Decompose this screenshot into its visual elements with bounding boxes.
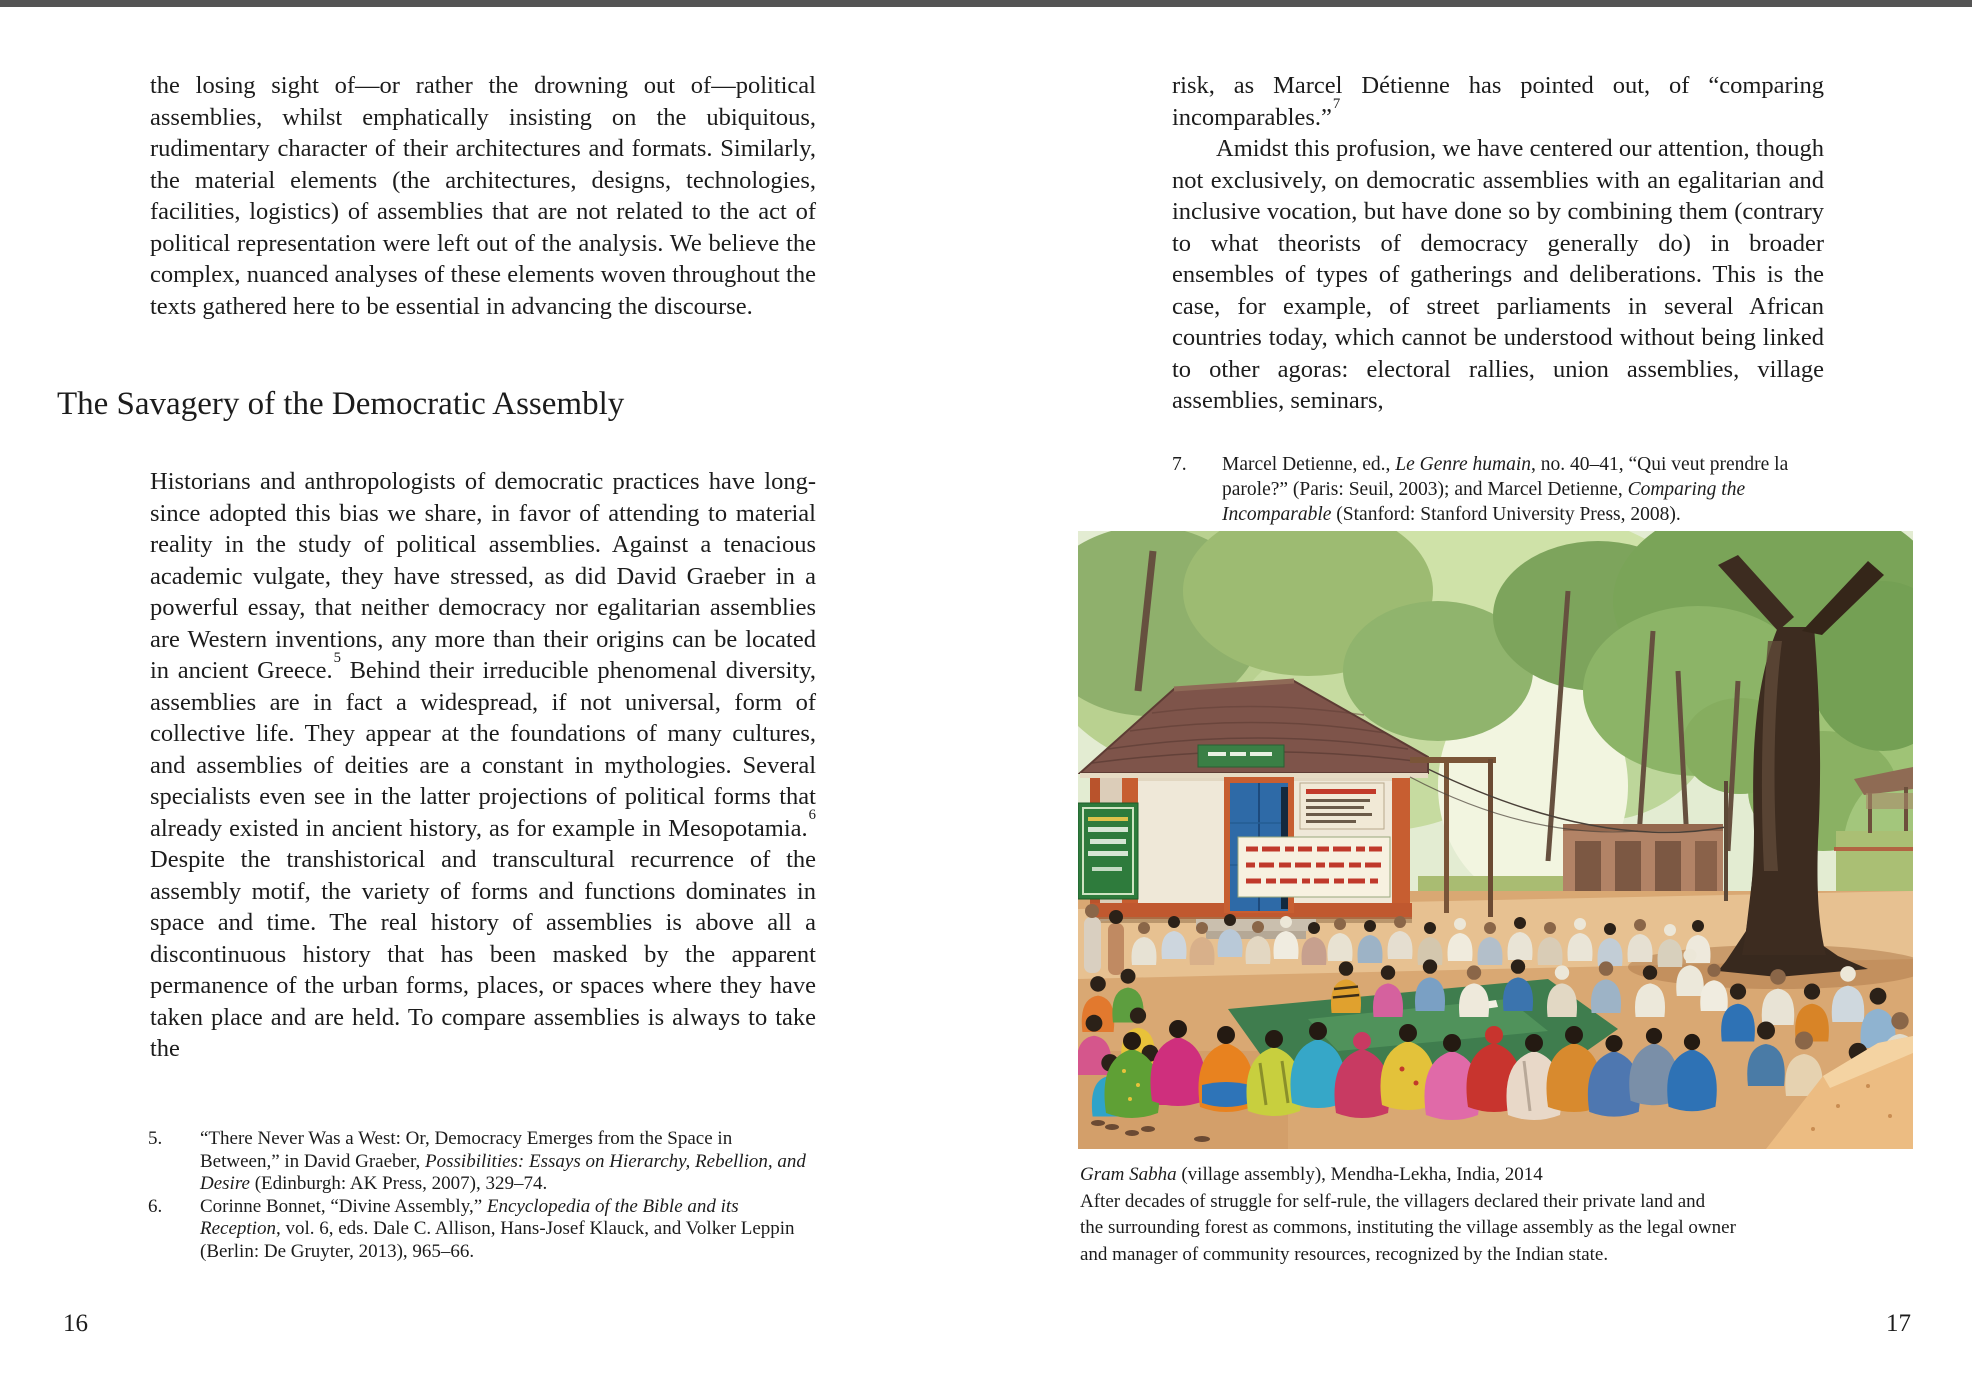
- footnote-number: 5.: [148, 1128, 163, 1149]
- footnote-number: 7.: [1172, 454, 1187, 475]
- slogan-banner: [1238, 837, 1390, 897]
- footnote-number: 6.: [148, 1195, 163, 1217]
- roof-signboard: [1198, 745, 1284, 767]
- section-heading: The Savagery of the Democratic Assembly: [57, 386, 625, 422]
- footnote-text: Marcel Detienne, ed., Le Genre humain, no. 40–41, “Qui veut prendre la parole?” (Paris: Seuil, 2003); and Marcel Detienne, Comparing the Incomparable (Stanford: Stanford University Press, 2008).: [1222, 454, 1789, 525]
- assembly-photo-illustration: [1078, 531, 1913, 1149]
- footnote-text: Corinne Bonnet, “Divine Assembly,” Encyclopedia of the Bible and its Reception, vol. 6, eds. Dale C. Allison, Hans-Josef Klauck, and Volker Leppin (Berlin: De Gruyter, 2013), 965–66.: [200, 1195, 795, 1262]
- footnote-7: [1172, 452, 1822, 527]
- right-footnotes: [1172, 452, 1822, 527]
- left-paragraph-1: the losing sight of—or rather the drowning out of—political assemblies, whilst emphatically insisting on the ubiquitous, rudimentary character of their architectures and formats. Similarly, the material elements (the architectures, designs, technologies, facilities, logistics) of assemblies that are not related to the act of political representation were left out of the analysis. We believe the complex, nuanced analyses of these elements woven throughout the texts gathered here to be essential in advancing the discourse.: [150, 72, 816, 320]
- page-number-right: 17: [1886, 1310, 1911, 1337]
- photo-caption: [1080, 1162, 1780, 1268]
- right-text-column: [1172, 70, 1824, 417]
- right-paragraph-1: risk, as Marcel Détienne has pointed out, of “comparing incomparables.”$^7$: [1172, 72, 1824, 131]
- left-footnotes: [148, 1128, 816, 1264]
- assembly-photo: [1078, 531, 1913, 1149]
- right-paragraph-2: Amidst this profusion, we have centered our attention, though not exclusively, on democratic assemblies with an egalitarian and inclusive vocation, but have done so by combining them (contrary to what theorists of democracy generally do) in broader ensembles of types of gatherings and deliberations. This is the case, for example, of street parliaments in several African countries today, which cannot be understood without being linked to other agoras: electoral rallies, union assemblies, village assemblies, seminars,: [1172, 135, 1824, 414]
- left-paragraph-2: Historians and anthropologists of democratic practices have long-since adopted this bias we share, in favor of attending to material reality in the study of political assemblies. Against a tenacious academic vulgate, they have stressed, as did David Graeber in a powerful essay, that neither democracy nor egalitarian assemblies are Western inventions, any more than their origins can be located in ancient Greece.$^5$ Behind their irreducible phenomenal diversity, assemblies are in fact a widespread, if not universal, form of collective life. They appear at the foundations of many cultures, and assemblies of deities are a constant in mythologies. Several specialists even see in the latter projections of political forms that already existed in ancient history, as for example in Mesopotamia.$^6$ Despite the transhistorical and transcultural recurrence of the assembly motif, the variety of forms and functions dominates in space and time. The real history of assemblies is above all a discontinuous history that has been masked by the apparent permanence of the urban forms, places, or spaces where they have taken place and are held. To compare assemblies is always to take the: [150, 468, 816, 1062]
- footnote-6: [148, 1196, 816, 1264]
- pergola-beam: [1410, 757, 1496, 763]
- wire-pole: [1724, 781, 1728, 901]
- caption-line-1: Gram Sabha (village assembly), Mendha-Lekha, India, 2014: [1080, 1164, 1543, 1185]
- page-number-left: 16: [63, 1310, 88, 1337]
- fence-rail: [1834, 847, 1913, 851]
- footnote-5: [148, 1128, 816, 1196]
- ruined-brick-structure: [1563, 824, 1723, 891]
- grass-right: [1836, 831, 1913, 893]
- scan-edge-bar: [0, 0, 1972, 7]
- caption-line-2: After decades of struggle for self-rule, the villagers declared their private land and: [1080, 1190, 1706, 1212]
- notice-board: [1300, 783, 1384, 829]
- caption-line-3: the surrounding forest as commons, instituting the village assembly as the legal owner: [1080, 1217, 1736, 1238]
- green-signboard: [1078, 803, 1138, 899]
- caption-line-4: and manager of community resources, recognized by the Indian state.: [1080, 1243, 1609, 1265]
- footnote-text: “There Never Was a West: Or, Democracy Emerges from the Space in Between,” in David Graeber, Possibilities: Essays on Hierarchy, Rebellion, and Desire (Edinburgh: AK Press, 2007), 329–74.: [200, 1128, 806, 1195]
